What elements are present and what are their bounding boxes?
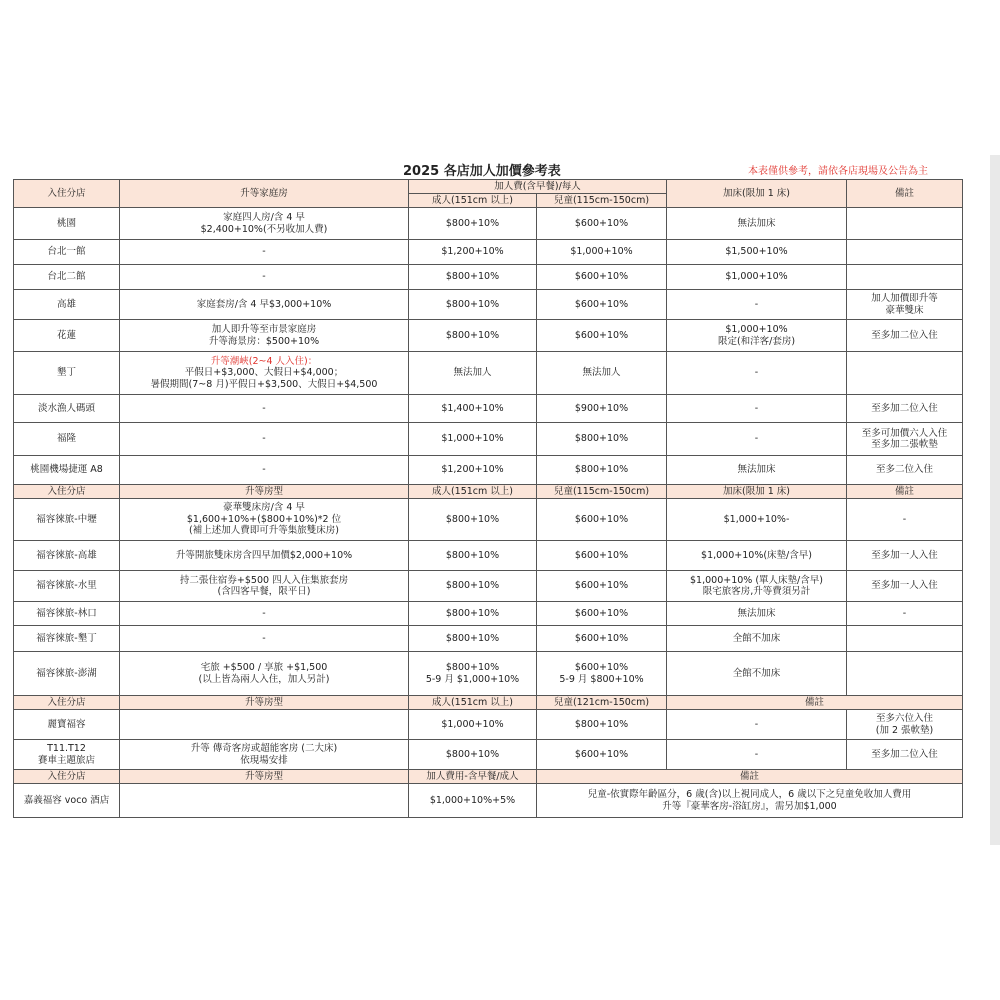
table-row (14, 571, 963, 602)
col-extra-group: 加人費(含早餐)/每人 (409, 180, 667, 194)
col-upgrade: 升等房型 (120, 485, 409, 499)
cell-bed: 全館不加床 (667, 652, 847, 696)
cell-bed: $1,000+10% 限定(和洋客/套房) (667, 320, 847, 352)
cell-upgrade (120, 352, 409, 395)
col-store: 入住分店 (14, 180, 120, 208)
cell-child: $600+10% (537, 290, 667, 320)
col-adult: 成人(151cm 以上) (409, 696, 537, 710)
cell-store: 墾丁 (14, 352, 120, 395)
cell-child: $600+10% (537, 626, 667, 652)
col-remark: 備註 (847, 485, 963, 499)
col-upgrade: 升等家庭房 (120, 180, 409, 208)
table-row (14, 652, 963, 696)
cell-remark: 兒童-依實際年齡區分，6 歲(含)以上視同成人，6 歲以下之兒童免收加人費用 升等『豪華客房-浴缸房』，需另加$1,000 (537, 784, 963, 818)
cell-store: 台北二館 (14, 265, 120, 290)
cell-child: $600+10% (537, 541, 667, 571)
cell-bed: $1,000+10% (667, 265, 847, 290)
table-row (14, 602, 963, 626)
cell-upgrade: - (120, 602, 409, 626)
cell-adult: $800+10% (409, 571, 537, 602)
col-adult: 成人(151cm 以上) (409, 194, 537, 208)
col-bed: 加床(限加 1 床) (667, 485, 847, 499)
cell-bed: - (667, 290, 847, 320)
cell-store: 高雄 (14, 290, 120, 320)
col-store: 入住分店 (14, 696, 120, 710)
cell-upgrade: - (120, 240, 409, 265)
table-row (14, 265, 963, 290)
cell-remark: 至多加一人入住 (847, 571, 963, 602)
cell-adult: $1,200+10% (409, 240, 537, 265)
cell-bed: $1,000+10%(床墊/含早) (667, 541, 847, 571)
cell-adult: $1,000+10% (409, 423, 537, 456)
table-row (14, 499, 963, 541)
cell-remark (847, 240, 963, 265)
col-bed: 加床(限加 1 床) (667, 180, 847, 208)
upgrade-detail: 平假日+$3,000、大假日+$4,000； 暑假期間(7~8 月)平假日+$3,500、大假日+$4,500 (150, 367, 378, 390)
cell-bed: - (667, 395, 847, 423)
cell-remark: - (847, 602, 963, 626)
cell-remark (847, 352, 963, 395)
cell-bed: 無法加床 (667, 456, 847, 485)
col-remark: 備註 (847, 180, 963, 208)
cell-bed: - (667, 423, 847, 456)
cell-remark: - (847, 499, 963, 541)
cell-store: 淡水漁人碼頭 (14, 395, 120, 423)
cell-child: $800+10% (537, 710, 667, 740)
col-child: 兒童(121cm-150cm) (537, 696, 667, 710)
cell-store: 福容徠旅-水里 (14, 571, 120, 602)
table-row (14, 320, 963, 352)
table-row (14, 456, 963, 485)
cell-store: 福隆 (14, 423, 120, 456)
table-row (14, 740, 963, 770)
col-adult: 成人(151cm 以上) (409, 485, 537, 499)
cell-fee: $1,000+10%+5% (409, 784, 537, 818)
cell-bed: $1,000+10% (單人床墊/含早) 限宅旅客房,升等費須另計 (667, 571, 847, 602)
cell-upgrade: 持二張住宿券+$500 四人入住集旅套房 (含四客早餐，限平日) (120, 571, 409, 602)
cell-upgrade: 升等 傳奇客房或超能客房 (二大床) 依現場安排 (120, 740, 409, 770)
table-row (14, 290, 963, 320)
cell-child: $600+10% (537, 499, 667, 541)
table-row (14, 208, 963, 240)
cell-upgrade (120, 710, 409, 740)
cell-adult: $1,200+10% (409, 456, 537, 485)
cell-adult: 無法加人 (409, 352, 537, 395)
cell-store: 台北一館 (14, 240, 120, 265)
upgrade-highlight: 升等潮峽(2~4 人入住)： (210, 355, 318, 367)
cell-remark: 至多六位入住 (加 2 張軟墊) (847, 710, 963, 740)
cell-upgrade: 家庭套房/含 4 早$3,000+10% (120, 290, 409, 320)
col-child: 兒童(115cm-150cm) (537, 194, 667, 208)
cell-bed: 無法加床 (667, 208, 847, 240)
cell-adult: $800+10% (409, 626, 537, 652)
cell-child: 無法加人 (537, 352, 667, 395)
cell-bed: 全館不加床 (667, 626, 847, 652)
table-row (14, 352, 963, 395)
table-row (14, 240, 963, 265)
cell-store: 福容徠旅-墾丁 (14, 626, 120, 652)
col-upgrade: 升等房型 (120, 696, 409, 710)
cell-bed: - (667, 352, 847, 395)
cell-store: 麗寶福容 (14, 710, 120, 740)
cell-upgrade (120, 784, 409, 818)
cell-adult: $1,400+10% (409, 395, 537, 423)
disclaimer-note: 本表僅供參考，請依各店現場及公告為主 (748, 166, 928, 177)
cell-bed: 無法加床 (667, 602, 847, 626)
table-row (14, 395, 963, 423)
cell-child: $600+10% (537, 320, 667, 352)
cell-remark: 至多二位入住 (847, 456, 963, 485)
header-row-2 (14, 485, 963, 499)
price-table (13, 179, 963, 818)
cell-upgrade: - (120, 423, 409, 456)
cell-bed: - (667, 710, 847, 740)
cell-store: 福容徠旅-林口 (14, 602, 120, 626)
cell-child: $1,000+10% (537, 240, 667, 265)
cell-adult: $800+10% (409, 265, 537, 290)
cell-remark: 加人加價即升等 豪華雙床 (847, 290, 963, 320)
table-row (14, 541, 963, 571)
cell-bed: $1,500+10% (667, 240, 847, 265)
cell-upgrade: 家庭四人房/含 4 早 $2,400+10%(不另收加人費) (120, 208, 409, 240)
cell-child: $600+10% (537, 571, 667, 602)
cell-adult: $800+10% (409, 740, 537, 770)
cell-upgrade: 升等開旅雙床房含四早加價$2,000+10% (120, 541, 409, 571)
cell-child: $600+10% (537, 265, 667, 290)
col-store: 入住分店 (14, 770, 120, 784)
table-row (14, 710, 963, 740)
cell-adult: $800+10% 5-9 月 $1,000+10% (409, 652, 537, 696)
side-shade (990, 155, 1000, 845)
cell-child: $900+10% (537, 395, 667, 423)
cell-store: 福容徠旅-高雄 (14, 541, 120, 571)
cell-bed: $1,000+10%- (667, 499, 847, 541)
document-title: 2025 各店加人加價參考表 (403, 164, 561, 179)
cell-upgrade: 加人即升等至市景家庭房 升等海景房：$500+10% (120, 320, 409, 352)
col-remark: 備註 (537, 770, 963, 784)
cell-remark: 至多加二位入住 (847, 740, 963, 770)
header-row-3 (14, 696, 963, 710)
table-row (14, 626, 963, 652)
cell-store: 桃園機場捷運 A8 (14, 456, 120, 485)
cell-upgrade: - (120, 395, 409, 423)
cell-remark: 至多加二位入住 (847, 320, 963, 352)
cell-adult: $800+10% (409, 320, 537, 352)
table-row (14, 784, 963, 818)
cell-upgrade: - (120, 265, 409, 290)
cell-adult: $800+10% (409, 208, 537, 240)
cell-remark (847, 626, 963, 652)
cell-child: $800+10% (537, 456, 667, 485)
cell-store: 福容徠旅-中壢 (14, 499, 120, 541)
cell-store: 花蓮 (14, 320, 120, 352)
header-row-4 (14, 770, 963, 784)
cell-child: $800+10% (537, 423, 667, 456)
cell-store: 福容徠旅-澎湖 (14, 652, 120, 696)
cell-bed: - (667, 740, 847, 770)
cell-child: $600+10% (537, 602, 667, 626)
cell-upgrade: 豪華雙床房/含 4 早 $1,600+10%+($800+10%)*2 位 (補上述加人費即可升等集旅雙床房) (120, 499, 409, 541)
cell-remark (847, 265, 963, 290)
col-upgrade: 升等房型 (120, 770, 409, 784)
cell-remark: 至多加二位入住 (847, 395, 963, 423)
cell-adult: $1,000+10% (409, 710, 537, 740)
cell-remark (847, 652, 963, 696)
table-row (14, 423, 963, 456)
cell-remark: 至多可加價六人入住 至多加二張軟墊 (847, 423, 963, 456)
header-row-1a (14, 180, 963, 194)
cell-adult: $800+10% (409, 290, 537, 320)
cell-store: T11.T12 賽車主題旅店 (14, 740, 120, 770)
cell-upgrade: - (120, 626, 409, 652)
cell-adult: $800+10% (409, 602, 537, 626)
cell-remark (847, 208, 963, 240)
col-fee: 加人費用-含早餐/成人 (409, 770, 537, 784)
col-remark: 備註 (667, 696, 963, 710)
cell-remark: 至多加一人入住 (847, 541, 963, 571)
cell-store: 嘉義福容 voco 酒店 (14, 784, 120, 818)
cell-upgrade: - (120, 456, 409, 485)
cell-child: $600+10% (537, 740, 667, 770)
cell-upgrade: 宅旅 +$500 / 享旅 +$1,500 (以上皆為兩人入住，加人另計) (120, 652, 409, 696)
cell-child: $600+10% (537, 208, 667, 240)
cell-adult: $800+10% (409, 499, 537, 541)
cell-store: 桃園 (14, 208, 120, 240)
col-child: 兒童(115cm-150cm) (537, 485, 667, 499)
cell-adult: $800+10% (409, 541, 537, 571)
cell-child: $600+10% 5-9 月 $800+10% (537, 652, 667, 696)
col-store: 入住分店 (14, 485, 120, 499)
